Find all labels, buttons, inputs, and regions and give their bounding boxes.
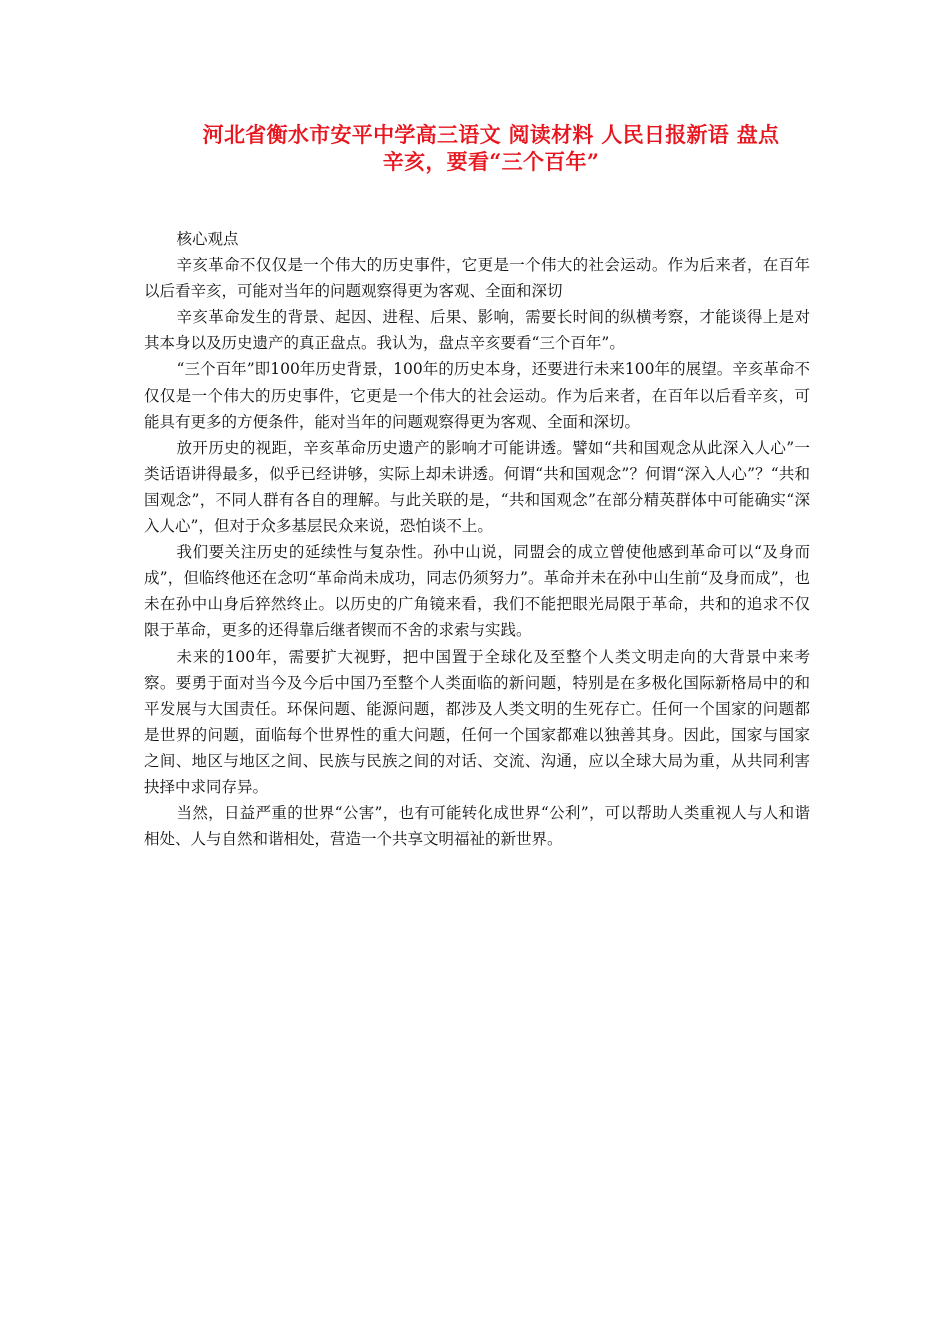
paragraph: 未来的100年，需要扩大视野，把中国置于全球化及至整个人类文明走向的大背景中来考察。要勇于面对当今及今后中国乃至整个人类面临的新问题，特别是在多极化国际新格局中的和平发展与大国责任。环保问题、能源问题，都涉及人类文明的生死存亡。任何一个国家的问题都是世界的问题，面临每个世界性的重大问题，任何一个国家都难以独善其身。因此，国家与国家之间、地区与地区之间、民族与民族之间的对话、交流、沟通，应以全球大局为重，从共同利害抉择中求同存异。 xyxy=(144,647,810,796)
article-body xyxy=(144,226,810,852)
paragraph: 辛亥革命发生的背景、起因、进程、后果、影响，需要长时间的纵横考察，才能谈得上是对其本身以及历史遗产的真正盘点。我认为，盘点辛亥要看“三个百年”。 xyxy=(144,308,810,353)
document-title xyxy=(150,121,832,175)
paragraph: 放开历史的视距，辛亥革命历史遗产的影响才可能讲透。譬如“共和国观念从此深入人心”一类话语讲得最多，似乎已经讲够，实际上却未讲透。何谓“共和国观念”？何谓“深入人心”？“共和国观念”，不同人群有各自的理解。与此关联的是，“共和国观念”在部分精英群体中可能确实“深入人心”，但对于众多基层民众来说，恐怕谈不上。 xyxy=(144,438,810,536)
paragraph: “三个百年”即100年历史背景，100年的历史本身，还要进行未来100年的展望。辛亥革命不仅仅是一个伟大的历史事件，它更是一个伟大的社会运动。作为后来者，在百年以后看辛亥，可能具有更多的方便条件，能对当年的问题观察得更为客观、全面和深切。 xyxy=(144,360,810,431)
paragraph: 当然，日益严重的世界“公害”，也有可能转化成世界“公利”，可以帮助人类重视人与人和谐相处、人与自然和谐相处，营造一个共享文明福祉的新世界。 xyxy=(144,804,810,849)
title-line-1: 河北省衡水市安平中学高三语文 阅读材料 人民日报新语 盘点 xyxy=(202,122,780,147)
title-line-2: 辛亥，要看“三个百年” xyxy=(382,149,600,174)
paragraph: 辛亥革命不仅仅是一个伟大的历史事件，它更是一个伟大的社会运动。作为后来者，在百年以后看辛亥，可能对当年的问题观察得更为客观、全面和深切 xyxy=(144,256,810,301)
section-heading: 核心观点 xyxy=(176,230,239,248)
paragraph: 我们要关注历史的延续性与复杂性。孙中山说，同盟会的成立曾使他感到革命可以“及身而成”，但临终他还在念叨“革命尚未成功，同志仍须努力”。革命并未在孙中山生前“及身而成”，也未在孙中山身后猝然终止。以历史的广角镜来看，我们不能把眼光局限于革命，共和的追求不仅限于革命，更多的还得靠后继者锲而不舍的求索与实践。 xyxy=(144,543,810,640)
